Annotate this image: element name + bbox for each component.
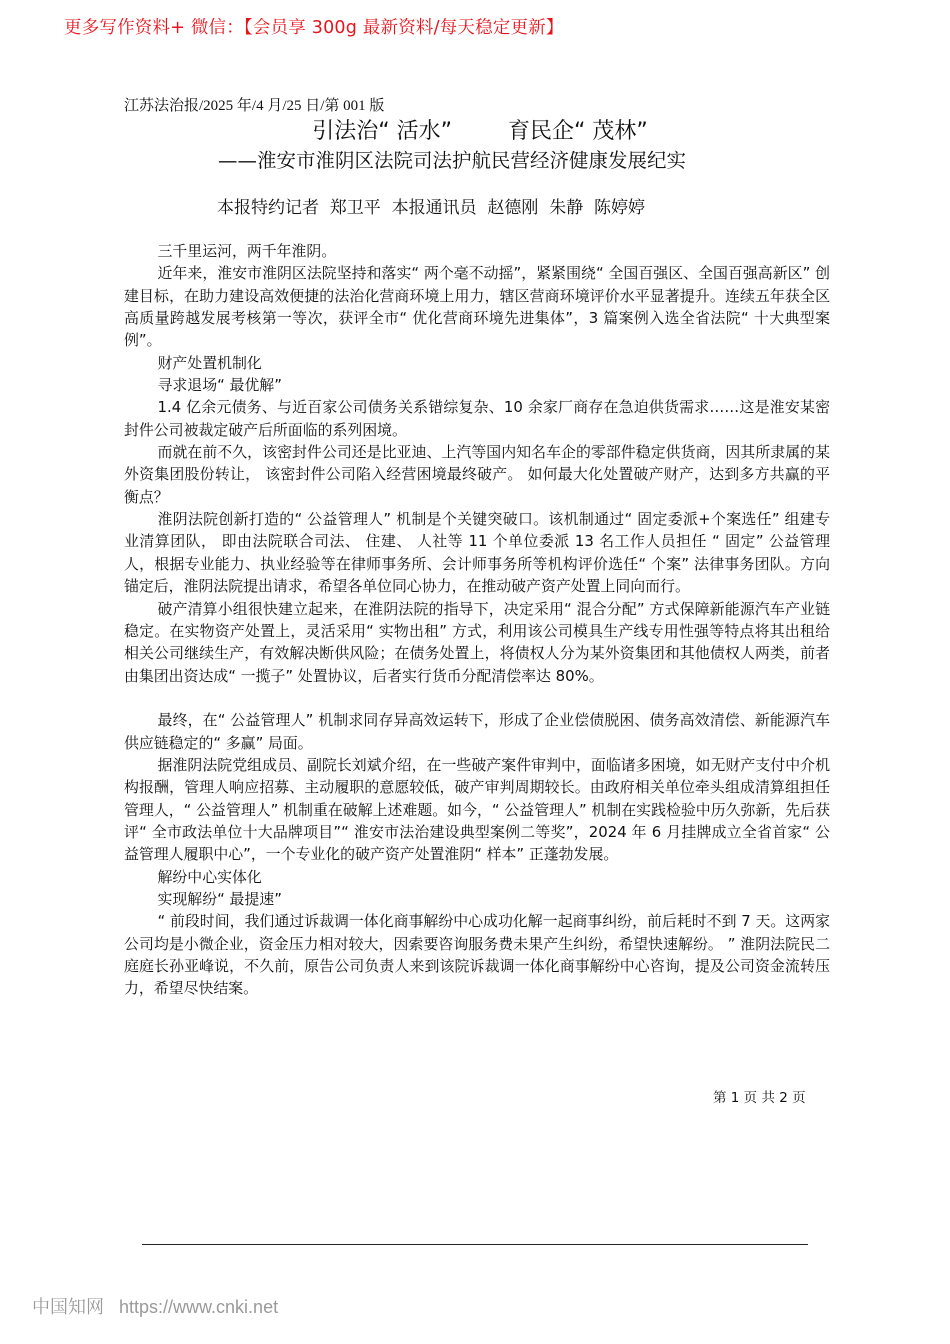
promo-banner: 更多写作资料+ 微信：【会员享 300g 最新资料/每天稳定更新】 xyxy=(64,18,564,38)
paragraph: 财产处置机制化 xyxy=(157,353,262,372)
paragraph: 淮阴法院创新打造的“ 公益管理人” 机制是个关键突破口。该机制通过“ 固定委派+个案选任” 组建专业清算团队， 即由法院联合司法、 住建、 人社等 11 个单位委派 13 名工作人员担任 “ 固定” 公益管理人，根据专业能力、执业经验等在律师事务所、会计师事务所等机构评价选任“ 个案” 法律事务团队。方向锚定后，淮阴法院提出请求，希望各单位同心协力，在推动破产资产处置上同向而行。 xyxy=(124,510,830,596)
paragraph: 寻求退场“ 最优解” xyxy=(157,376,282,395)
article-authors: 本报特约记者 郑卫平 本报通讯员 赵德刚 朱静 陈婷婷 xyxy=(217,198,646,218)
footer xyxy=(32,1293,278,1319)
paragraph: 近年来，淮安市淮阴区法院坚持和落实“ 两个毫不动摇”，紧紧围绕“ 全国百强区、全国百强高新区” 创建目标，在助力建设高效便捷的法治化营商环境上用力，辖区营商环境评价水平显著提升。连续五年获全区高质量跨越发展考核第一等次，获评全市“ 优化营商环境先进集体”，3 篇案例入选全省法院“ 十大典型案例”。 xyxy=(124,264,830,350)
paragraph: 1.4 亿余元债务、与近百家公司债务关系错综复杂、10 余家厂商存在急迫供货需求……这是淮安某密封件公司被裁定破产后所面临的系列困境。 xyxy=(124,398,830,439)
paragraph: 最终，在“ 公益管理人” 机制求同存异高效运转下，形成了企业偿债脱困、债务高效清偿、新能源汽车供应链稳定的“ 多赢” 局面。 xyxy=(124,711,830,752)
paragraph: 解纷中心实体化 xyxy=(157,867,262,886)
article-subtitle: ——淮安市淮阴区法院司法护航民营经济健康发展纪实 xyxy=(218,149,687,172)
paragraph: 据淮阴法院党组成员、副院长刘斌介绍，在一些破产案件审判中，面临诸多困境，如无财产支付中介机构报酬，管理人响应招募、主动履职的意愿较低，破产审判周期较长。由政府相关单位牵头组成清算组担任管理人，“ 公益管理人” 机制重在破解上述难题。如今，“ 公益管理人” 机制在实践检验中历久弥新，先后获评“ 全市政法单位十大品牌项目”“ 淮安市法治建设典型案例二等奖”，2024 年 6 月挂牌成立全省首家“ 公益管理人履职中心”，一个专业化的破产资产处置淮阴“ 样本” 正蓬勃发展。 xyxy=(124,755,830,864)
paragraph: 而就在前不久，该密封件公司还是比亚迪、上汽等国内知名车企的零部件稳定供货商，因其所隶属的某外资集团股份转让， 该密封件公司陷入经营困境最终破产。 如何最大化处置破产财产，达到多方共赢的平衡点？ xyxy=(124,443,830,506)
article-body xyxy=(124,240,830,1000)
paragraph: 三千里运河，两千年淮阴。 xyxy=(157,242,337,260)
footer-site-name: 中国知网 xyxy=(32,1297,104,1317)
footer-url: https://www.cnki.net xyxy=(119,1297,279,1317)
blank-paragraph xyxy=(124,687,830,709)
paragraph: “ 前段时间，我们通过诉裁调一体化商事解纷中心成功化解一起商事纠纷，前后耗时不到 7 天。这两家公司均是小微企业，资金压力相对较大，因索要咨询服务费未果产生纠纷，希望快速解纷。 ” 淮阴法院民二庭庭长孙亚峰说，不久前，原告公司负责人来到该院诉裁调一体化商事解纷中心咨询，提及公司资金流转压力，希望尽快结案。 xyxy=(124,912,830,998)
article-title: 引法治“ 活水” 育民企“ 茂林” xyxy=(312,119,648,144)
paragraph: 实现解纷“ 最提速” xyxy=(157,889,282,908)
article-source: 江苏法治报/2025 年/4 月/25 日/第 001 版 xyxy=(124,98,385,114)
page-number: 第 1 页 共 2 页 xyxy=(713,1090,806,1106)
divider xyxy=(142,1244,808,1245)
paragraph: 破产清算小组很快建立起来，在淮阴法院的指导下，决定采用“ 混合分配” 方式保障新能源汽车产业链稳定。在实物资产处置上，灵活采用“ 实物出租” 方式，利用该公司模具生产线专用性强等特点将其出租给相关公司继续生产，有效解决断供风险；在债务处置上，将债权人分为某外资集团和其他债权人两类，前者由集团出资达成“ 一揽子” 处置协议，后者实行货币分配清偿率达 80%。 xyxy=(124,599,830,685)
